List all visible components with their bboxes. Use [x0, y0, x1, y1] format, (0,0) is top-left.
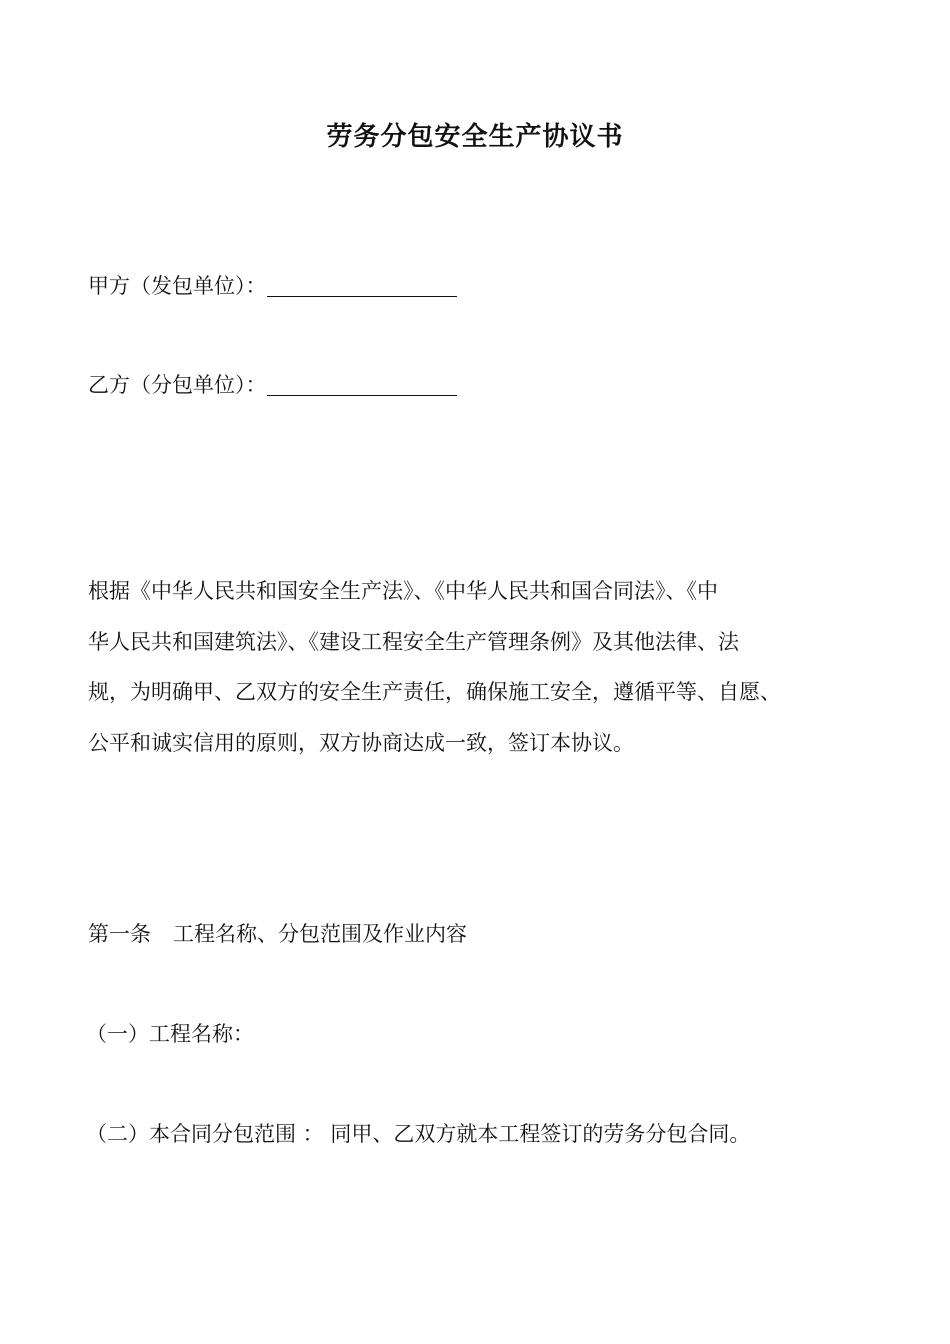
party-b-blank-field[interactable]	[267, 373, 457, 396]
preamble-paragraph	[88, 566, 888, 768]
party-b-line	[88, 369, 457, 399]
article-1-heading	[88, 918, 467, 948]
article-title: 工程名称、分包范围及作业内容	[173, 922, 467, 946]
document-title: 劳务分包安全生产协议书	[326, 122, 624, 152]
party-a-label: 甲方（发包单位）：	[88, 274, 267, 298]
preamble-line: 根据《中华人民共和国安全生产法》、《中华人民共和国合同法》、《中	[88, 579, 718, 603]
article-1-item-1: （一）工程名称：	[86, 1022, 254, 1046]
article-number: 第一条	[88, 922, 151, 946]
preamble-line: 规，为明确甲、乙双方的安全生产责任，确保施工安全，遵循平等、自愿、	[88, 680, 781, 704]
preamble-line: 公平和诚实信用的原则，双方协商达成一致，签订本协议。	[88, 730, 634, 755]
preamble-line: 华人民共和国建筑法》、《建设工程安全生产管理条例》及其他法律、法	[88, 629, 739, 654]
party-b-label: 乙方（分包单位）：	[88, 373, 267, 397]
party-a-blank-field[interactable]	[267, 274, 457, 297]
article-1-item-2: （二）本合同分包范围 ： 同甲、乙双方就本工程签订的劳务分包合同。	[86, 1122, 751, 1146]
party-a-line	[88, 270, 457, 300]
